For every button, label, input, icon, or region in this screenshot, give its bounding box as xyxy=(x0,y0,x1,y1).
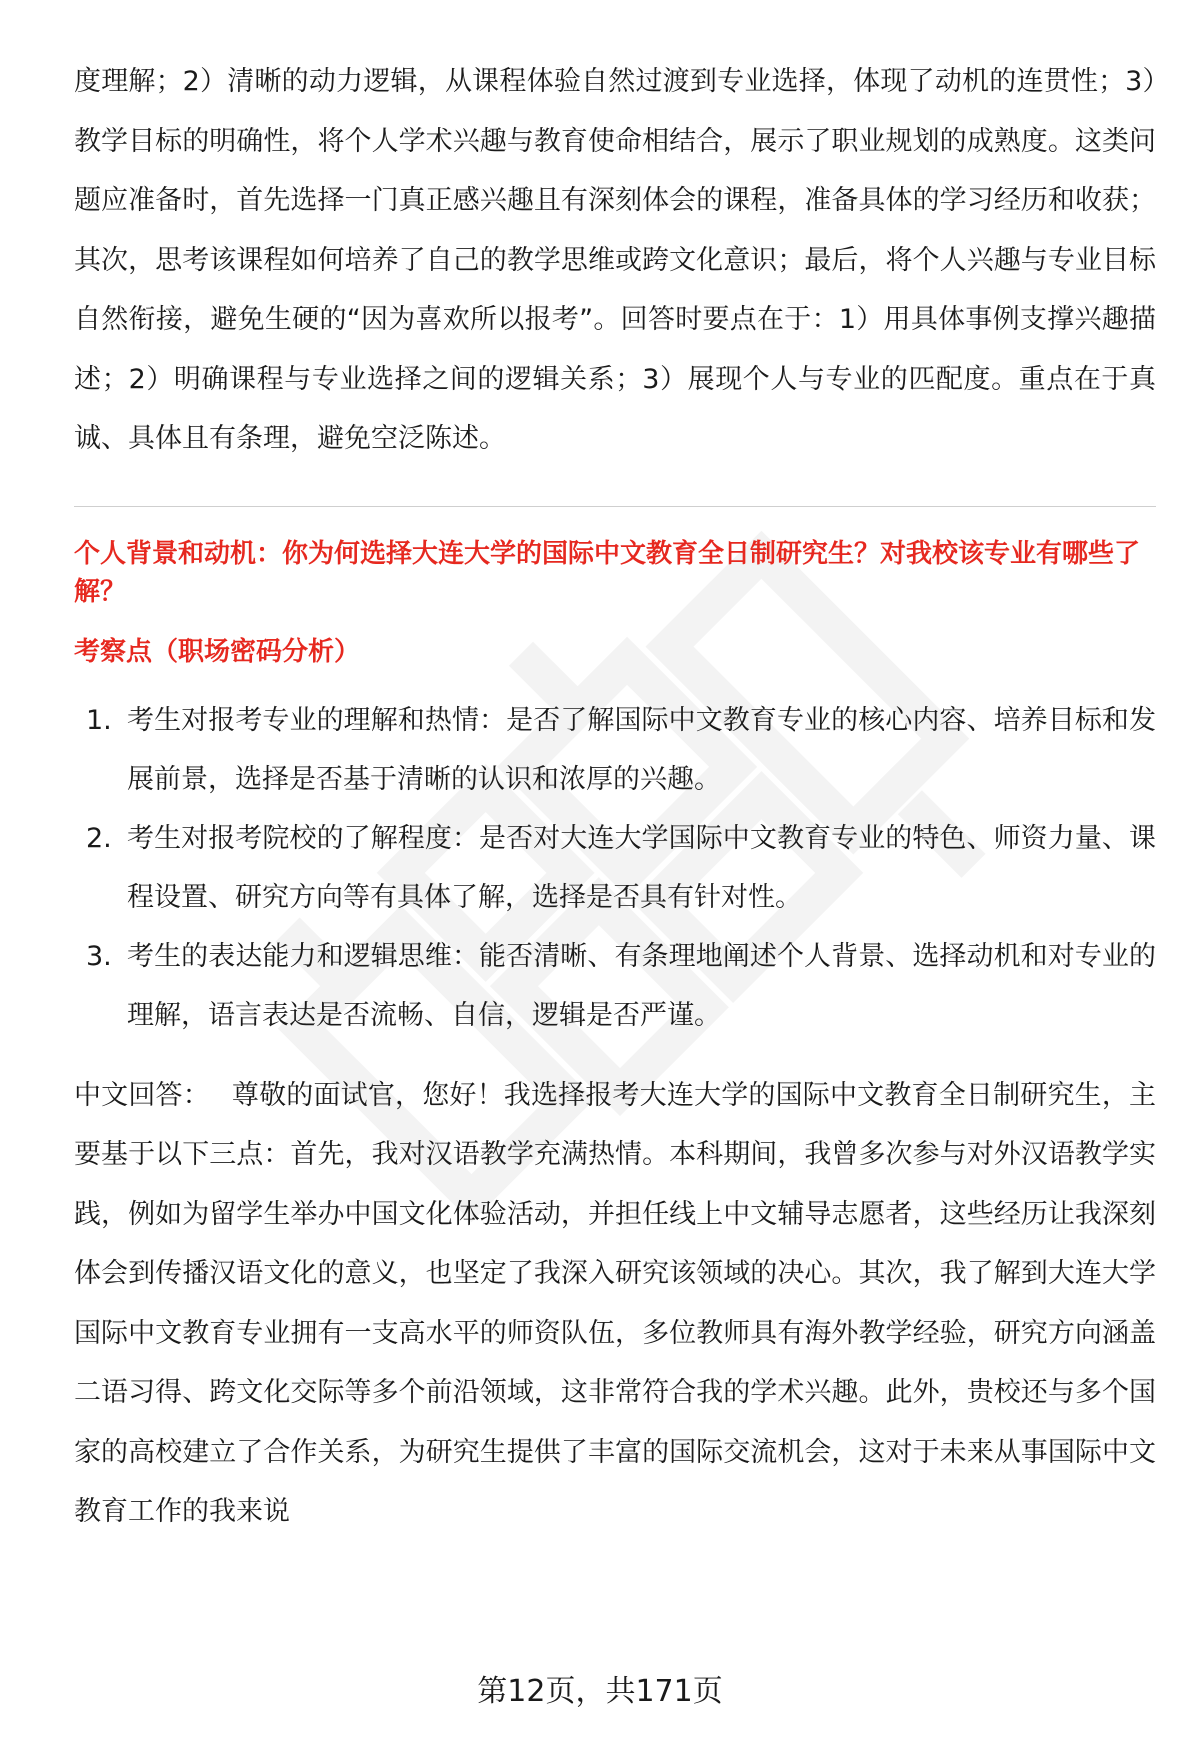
answer-text: 尊敬的面试官，您好！我选择报考大连大学的国际中文教育全日制研究生，主要基于以下三点：首先，我对汉语教学充满热情。本科期间，我曾多次参与对外汉语教学实践，例如为留学生举办中国文化体验活动，并担任线上中文辅导志愿者，这些经历让我深刻体会到传播汉语文化的意义，也坚定了我深入研究该领域的决心。其次，我了解到大连大学国际中文教育专业拥有一支高水平的师资队伍，多位教师具有海外教学经验，研究方向涵盖二语习得、跨文化交际等多个前沿领域，这非常符合我的学术兴趣。此外，贵校还与多个国家的高校建立了合作关系，为研究生提供了丰富的国际交流机会，这对于未来从事国际中文教育工作的我来说 xyxy=(74,1079,1156,1527)
list-item-number: 3. xyxy=(86,940,112,972)
list-item-text: 考生对报考院校的了解程度：是否对大连大学国际中文教育专业的特色、师资力量、课程设置、研究方向等有具体了解，选择是否具有针对性。 xyxy=(127,822,1156,913)
list-item-number: 1. xyxy=(86,704,112,736)
assessment-points-list xyxy=(74,691,1156,1045)
list-item-text: 考生的表达能力和逻辑思维：能否清晰、有条理地阐述个人背景、选择动机和对专业的理解，语言表达是否流畅、自信，逻辑是否严谨。 xyxy=(127,940,1156,1031)
answer-paragraph xyxy=(74,1066,1156,1542)
intro-paragraph: 度理解；2）清晰的动力逻辑，从课程体验自然过渡到专业选择，体现了动机的连贯性；3）教学目标的明确性，将个人学术兴趣与教育使命相结合，展示了职业规划的成熟度。这类问题应准备时，首先选择一门真正感兴趣且有深刻体会的课程，准备具体的学习经历和收获；其次，思考该课程如何培养了自己的教学思维或跨文化意识；最后，将个人兴趣与专业目标自然衔接，避免生硬的“因为喜欢所以报考”。回答时要点在于：1）用具体事例支撑兴趣描述；2）明确课程与专业选择之间的逻辑关系；3）展现个人与专业的匹配度。重点在于真诚、具体且有条理，避免空泛陈述。 xyxy=(74,66,1156,454)
list-item xyxy=(74,927,1156,1045)
list-item xyxy=(74,691,1156,809)
section-divider xyxy=(74,506,1156,507)
answer-label: 中文回答： xyxy=(74,1079,210,1111)
list-item xyxy=(74,809,1156,927)
question-heading: 个人背景和动机：你为何选择大连大学的国际中文教育全日制研究生？对我校该专业有哪些了解？ xyxy=(74,538,1141,607)
assessment-title: 考察点（职场密码分析） xyxy=(74,636,361,667)
list-item-number: 2. xyxy=(86,822,112,854)
page-number-footer: 第12页，共171页 xyxy=(477,1674,723,1709)
document-page xyxy=(74,52,1156,1569)
list-item-text: 考生对报考专业的理解和热情：是否了解国际中文教育专业的核心内容、培养目标和发展前景，选择是否基于清晰的认识和浓厚的兴趣。 xyxy=(127,704,1156,795)
